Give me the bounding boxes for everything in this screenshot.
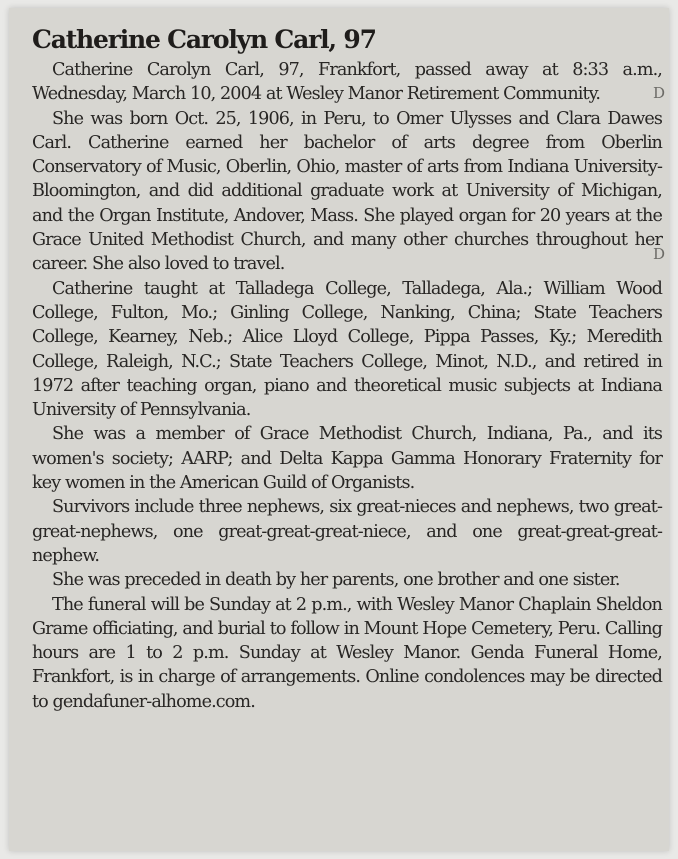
paragraph-preceded-in-death: She was preceded in death by her parents, one brother and one sister. (52, 570, 620, 591)
paragraph-death-notice: Catherine Carolyn Carl, 97, Frankfort, passed away at 8:33 a.m., Wednesday, March 10, 2004 at Wesley Manor Retirement Community. (32, 60, 662, 105)
paragraph-survivors: Survivors include three nephews, six great-nieces and nephews, two great-great-nephews, one great-great-great-niece, and one great-great-great-nephew. (32, 497, 662, 566)
newspaper-clipping (9, 8, 669, 851)
paragraph-funeral-arrangements: The funeral will be Sunday at 2 p.m., with Wesley Manor Chaplain Sheldon Grame officiating, and burial to follow in Mount Hope Cemetery, Peru. Calling hours are 1 to 2 p.m. Sunday at Wesley Manor. Genda Funeral Home, Frankfort, is in charge of arrangements. Online condolences may be directed to gendafuner-alhome.com. (32, 594, 662, 712)
edge-fragment: D (652, 245, 665, 263)
edge-fragment: D (652, 84, 665, 102)
paragraph-teaching-career: Catherine taught at Talladega College, Talladega, Ala.; William Wood College, Fulton, Mo.; Ginling College, Nanking, China; State Teachers College, Kearney, Neb.; Alice Lloyd College, Pippa Passes, Ky.; Meredith College, Raleigh, N.C.; State Teachers College, Minot, N.D., and retired in 1972 after teaching organ, piano and theoretical music subjects at Indiana University of Pennsylvania. (32, 278, 662, 421)
paragraph-memberships: She was a member of Grace Methodist Church, Indiana, Pa., and its women's society; AARP; and Delta Kappa Gamma Honorary Fraternity for key women in the American Guild of Organists. (32, 424, 662, 494)
obituary-article (32, 25, 662, 714)
paragraph-biography: She was born Oct. 25, 1906, in Peru, to Omer Ulysses and Clara Dawes Carl. Catherine earned her bachelor of arts degree from Oberlin Conservatory of Music, Oberlin, Ohio, master of arts from Indiana University-Bloomington, and did additional graduate work at University of Michigan, and the Organ Institute, Andover, Mass. She played organ for 20 years at the Grace United Methodist Church, and many other churches throughout her career. She also loved to travel. (32, 108, 662, 275)
headline: Catherine Carolyn Carl, 97 (32, 25, 376, 54)
